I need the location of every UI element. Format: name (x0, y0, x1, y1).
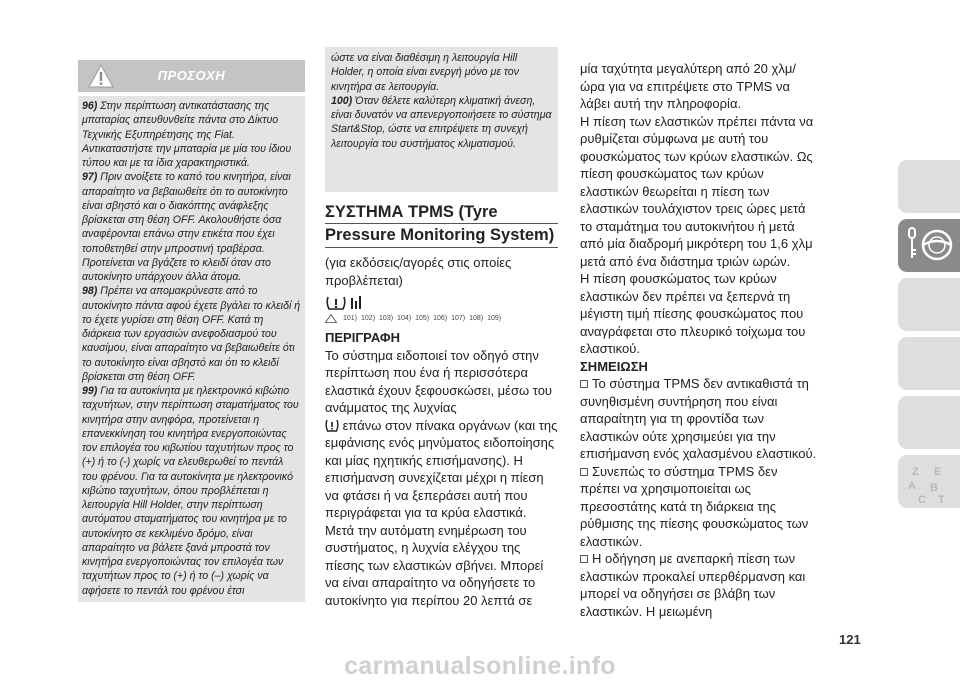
note-bullet-icon (580, 555, 588, 563)
reference-number: 109) (487, 315, 502, 322)
watermark: carmanualsonline.info (344, 652, 616, 680)
note-bullet-icon (580, 468, 588, 476)
index-letter: Z (912, 466, 919, 478)
chapter-tab-starting-driving[interactable] (898, 219, 960, 272)
warning-note: 98) Πρέπει να απομακρύνεστε από το αυτοκίνητο πάντα αφού έχετε βγάλει το κλειδί ή το έχετε γυρίσει στη θέση OFF. Κατά τη διάρκεια των εργασιών ανεφοδιασμού του καυσίμου, είναι απαραίτητο να βεβαιωθείτε ότι το αυτοκίνητο είναι σβηστό και ότι το κλειδί βρίσκεται στη θέση OFF. (82, 285, 301, 383)
chapter-tab[interactable] (898, 396, 960, 449)
section-subtitle: (για εκδόσεις/αγορές στις οποίες προβλέπεται) (325, 255, 512, 288)
warning-note: 97) Πριν ανοίξετε το καπό του κινητήρα, είναι απαραίτητο να βεβαιωθείτε ότι το αυτοκίνητο είναι σβηστό και ο διακόπτης ανάφλεξης βρίσκεται στη θέση OFF. Ακολουθήστε όσα αναφέρονται επάνω στην ετικέτα που έχει τοποθετηθεί στην μπροστινή τραβέρσα. Προτείνεται να βγάζετε το κλειδί όταν στο αυτοκίνητο υπάρχουν άλλα άτομα. (82, 171, 291, 283)
alphabet-index-icon (906, 461, 954, 505)
notes-heading: ΣΗΜΕΙΩΣΗ (580, 358, 648, 374)
key-steering-wheel-icon (906, 225, 954, 265)
description-heading: ΠΕΡΙΓΡΑΦΗ (325, 330, 400, 345)
tire-pressure-warning-light-icon (325, 419, 339, 432)
tpms-continued-column (580, 60, 818, 620)
description-text: Το σύστημα ειδοποιεί τον οδηγό στην περίπτωση που ένα ή περισσότερα ελαστικά έχουν ξεφουσκώσει, μέσω του ανάμματος της λυχνίας επάνω στον πίνακα οργάνων (και της εμφάνισης ενός μηνύματος ειδοποίησης και μίας ηχητικής επισήμανσης). Η επισήμανση συνεχίζεται μέχρι η πίεση να φτάσει ή να ξεπεράσει αυτή που περιγράφεται για τα κρύα ελαστικά. Μετά την αυτόματη ενημέρωση του συστήματος, η λυχνία ελέγχου της πίεσης των ελαστικών σβήνει. Μπορεί να είναι απαραίτητο να οδηγήσετε το αυτοκίνητο για περίπου 20 λεπτά σε (325, 347, 558, 608)
page-number: 121 (839, 632, 861, 647)
reference-number: 108) (469, 315, 484, 322)
icons-row (325, 295, 558, 311)
reference-number: 103) (379, 315, 394, 322)
warning-reference-icon (325, 314, 337, 323)
chapter-tab[interactable] (898, 337, 960, 390)
section-title-line1: ΣΥΣΤΗΜΑ TPMS (Tyre (325, 202, 558, 224)
index-letter: T (938, 494, 945, 505)
note-bullet-icon (580, 380, 588, 388)
warning-header (78, 60, 305, 92)
chapter-tabs (898, 160, 960, 514)
index-letter: B (930, 482, 938, 494)
reference-number: 104) (397, 315, 412, 322)
reference-number: 105) (415, 315, 430, 322)
chapter-tab[interactable] (898, 160, 960, 213)
index-letter: A (908, 480, 916, 492)
max-pressure-paragraph: Η πίεση φουσκώματος των κρύων ελαστικών δεν πρέπει να ξεπερνά τη μέγιστη τιμή πίεσης φουσκώματος που αναγράφεται στο πλευρικό τοίχωμα του ελαστικού. (580, 271, 806, 356)
warning-column (78, 60, 305, 602)
speed-paragraph: μία ταχύτητα μεγαλύτερη από 20 χλμ/ώρα για να επιτρέψετε στο TPMS να λάβει αυτή την πληροφορία. (580, 61, 796, 111)
section-title (325, 202, 558, 248)
tire-pressure-icon (325, 295, 347, 311)
continued-warning-text: ώστε να είναι διαθέσιμη η λειτουργία Hill Holder, η οποία είναι ενεργή μόνο με τον κινητήρα σε λειτουργία. 100) Όταν θέλετε καλύτερη κλιματική άνεση, είναι δυνατόν να απενεργοποιήσετε το σύστημα Start&Stop, ώστε να επιτρέψετε τη συνεχή λειτουργία του συστήματος κλιματισμού. (331, 52, 552, 150)
tpms-column (325, 52, 558, 609)
reference-number: 107) (451, 315, 466, 322)
warning-note: 96) Στην περίπτωση αντικατάστασης της μπαταρίας απευθυνθείτε πάντα στο Δίκτυο Τεχνικής Εξυπηρέτησης της Fiat. Αντικαταστήστε την μπαταρία με μία του ίδιου τύπου και με τα ίδια χαρακτηριστικά. (82, 100, 292, 169)
note-item: Το σύστημα TPMS δεν αντικαθιστά τη συνηθισμένη συντήρηση που είναι απαραίτητη για τη φροντίδα των ελαστικών ούτε χρησιμεύει για την επισήμανση ενός χαλασμένου ελαστικού. (580, 376, 817, 461)
reference-number: 102) (361, 315, 376, 322)
cold-pressure-paragraph: Η πίεση των ελαστικών πρέπει πάντα να ρυθμίζεται σύμφωνα με αυτή του φουσκώματος των κρύων ελαστικών. Ως πίεση φουσκώματος των κρύων ελαστικών θεωρείται η πίεση των ελαστικών τουλάχιστον τρεις ώρες μετά το σταμάτημα του αυτοκινήτου ή μετά από μία διαδρομή μικρότερη του 1,6 χλμ μετά από ένα διάστημα τριών ωρών. (580, 113, 814, 269)
index-letter: E (934, 466, 942, 478)
section-title-line2: Pressure Monitoring System) (325, 225, 558, 248)
note-item: Συνεπώς το σύστημα TPMS δεν πρέπει να χρησιμοποιείται ως πρεσοστάτης κατά τη διάρκεια της ρύθμισης της πίεσης φουσκώματος των ελαστικών. (580, 463, 809, 549)
warning-box (78, 96, 305, 602)
warning-note: 99) Για τα αυτοκίνητα με ηλεκτρονικό κιβώτιο ταχυτήτων, στην περίπτωση σταματήματος του κινητήρα στην ανηφόρα, προτείνεται η επανεκκίνηση του κινητήρα ενεργοποιώντας τον επιλογέα του κιβωτίου ταχυτήτων προς το (+) ή το (-) χωρίς να ελευθερωθεί το πεντάλ του φρένου. Για τα αυτοκίνητα με ηλεκτρονικό κιβώτιο ταχυτήτων, όπου προβλέπεται η λειτουργία Hill Holder, στην περίπτωση αυτόματου σταματήματος του κινητήρα με το αυτοκίνητο σε κεκλιμένο δρόμο, είναι απαραίτητο να βάλετε ξανά μπροστά τον κινητήρα ενεργοποιώντας τον επιλογέα των ταχυτήτων προς το (+) ή το (–) χωρίς να αφήσετε το πεντάλ του φρένου έτσι (82, 385, 299, 597)
reference-list (325, 314, 558, 323)
audio-signal-icon (349, 295, 365, 311)
reference-number: 101) (343, 315, 358, 322)
index-letter: C (918, 494, 926, 505)
chapter-tab-index[interactable] (898, 455, 960, 508)
reference-number: 106) (433, 315, 448, 322)
chapter-tab[interactable] (898, 278, 960, 331)
note-item: Η οδήγηση με ανεπαρκή πίεση των ελαστικών προκαλεί υπερθέρμανση και μπορεί να οδηγήσει σε βλάβη των ελαστικών. Η μειωμένη (580, 551, 806, 619)
warning-title: ΠΡΟΣΟΧΗ (157, 68, 226, 83)
continued-warning-box (325, 47, 558, 192)
